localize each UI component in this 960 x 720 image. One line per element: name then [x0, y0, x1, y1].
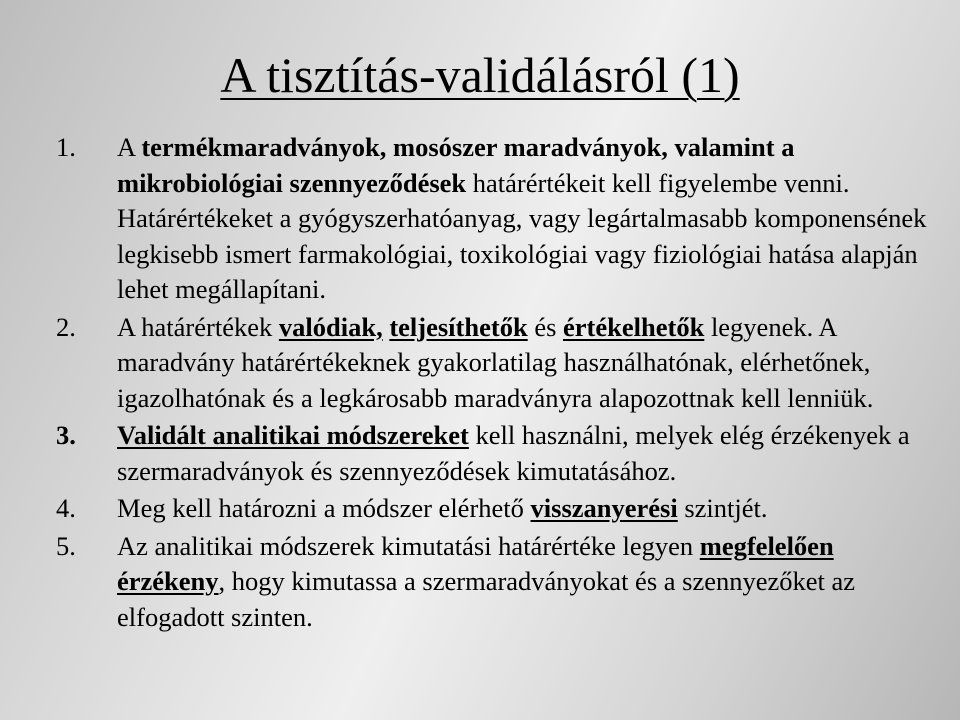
list-item-3 [56, 418, 946, 489]
emphasis-text: értékelhetők [563, 311, 705, 342]
emphasis-text: megfelelően érzékeny [117, 530, 834, 596]
numbered-list [56, 130, 946, 637]
slide-title-text: A tisztítás-validálásról (1) [220, 47, 740, 103]
item-text: A [117, 132, 142, 162]
list-number: 1. [56, 132, 76, 162]
item-text: határértékeit kell figyelembe venni. Határértékeket a gyógyszerhatóanyag, vagy legártalmasabb komponensének legkisebb ismert farmakológiai, toxikológiai vagy fiziológiai hatása alapján lehet megállapítani. [117, 167, 927, 304]
list-item-5 [56, 529, 946, 636]
item-text: A határértékek [117, 311, 279, 342]
slide-title [0, 47, 960, 103]
emphasis-text: teljesíthetők [389, 311, 528, 342]
item-text: legyenek. A maradvány határértékeknek gyakorlatilag használhatónak, elérhetőnek, igazolhatónak és a legkárosabb maradványra alapozottnak kell lenniük. [117, 311, 874, 413]
list-item-2 [56, 310, 946, 417]
emphasis-text: valódiak, [278, 311, 383, 342]
item-text: Az analitikai módszerek kimutatási határértéke legyen [117, 530, 700, 561]
list-number: 4. [56, 493, 76, 523]
emphasis-text: Validált analitikai módszereket [117, 420, 469, 450]
item-text: szintjét. [677, 493, 768, 523]
emphasis-text: visszanyerési [530, 493, 678, 523]
list-item-1 [56, 130, 946, 308]
item-text: Meg kell határozni a módszer elérhető [117, 493, 531, 523]
list-number: 3. [56, 420, 76, 450]
bold-text: termékmaradványok, mosószer maradványok, valamint a mikrobiológiai szennyeződések [117, 132, 795, 198]
list-number: 2. [56, 311, 76, 342]
list-item-4 [56, 491, 946, 527]
item-text: és [527, 311, 564, 342]
item-text: kell használni, melyek elég érzékenyek a szermaradványok és szennyeződések kimutatásához. [117, 420, 910, 486]
item-text: , hogy kimutassa a szermaradványokat és a szennyezőket az elfogadott szinten. [117, 566, 856, 632]
list-number: 5. [56, 530, 76, 561]
